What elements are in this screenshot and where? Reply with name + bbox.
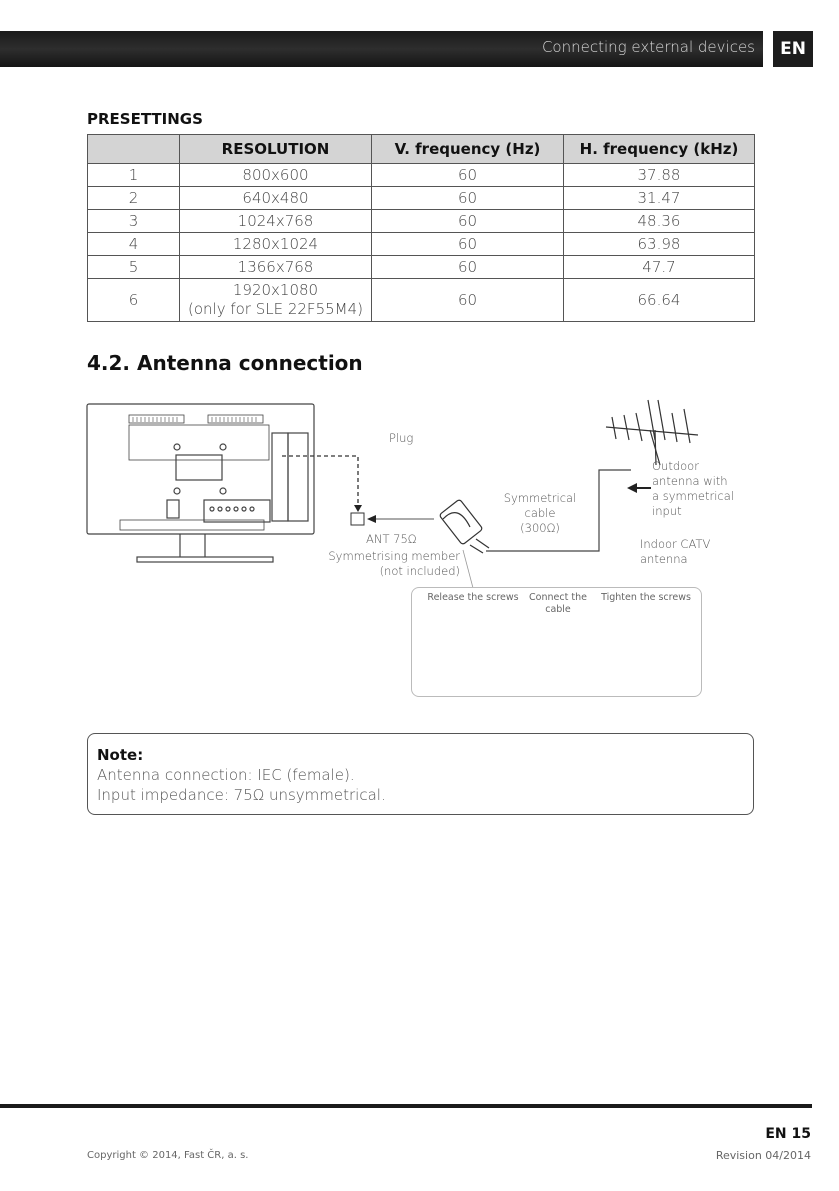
presettings-table — [87, 134, 755, 322]
v-frequency-cell: 60 — [372, 210, 564, 233]
table-row — [88, 256, 755, 279]
outdoor-line1: Outdoor — [652, 459, 699, 473]
table-header-row — [88, 135, 755, 164]
antenna-section-title: 4.2. Antenna connection — [87, 351, 363, 375]
symmetrical-cable-label — [490, 491, 590, 536]
h-frequency-cell: 66.64 — [564, 279, 755, 322]
resolution-cell: 1280x1024 — [180, 233, 372, 256]
table-row — [88, 187, 755, 210]
language-badge: EN — [773, 31, 813, 67]
column-header — [88, 135, 180, 164]
indoor-line2: antenna — [640, 552, 688, 566]
plug-connection-line — [282, 456, 358, 507]
row-number: 1 — [88, 164, 180, 187]
indoor-antenna-label — [640, 537, 710, 567]
tighten-screws-label: Tighten the screws — [601, 592, 691, 603]
header-title: Connecting external devices — [541, 38, 755, 56]
v-frequency-cell: 60 — [372, 187, 564, 210]
note-line-2: Input impedance: 75Ω unsymmetrical. — [97, 786, 386, 804]
column-header: H. frequency (kHz) — [564, 135, 755, 164]
row-number: 2 — [88, 187, 180, 210]
resolution-cell — [180, 279, 372, 322]
h-frequency-cell: 37.88 — [564, 164, 755, 187]
tv-back-illustration — [87, 404, 314, 562]
table-row — [88, 279, 755, 322]
copyright-text: Copyright © 2014, Fast ČR, a. s. — [87, 1150, 249, 1161]
table-row — [88, 164, 755, 187]
connect-cable-label — [520, 592, 596, 616]
footer-divider — [0, 1104, 812, 1108]
v-frequency-cell: 60 — [372, 256, 564, 279]
outdoor-line2: antenna with — [652, 474, 728, 488]
outdoor-line3: a symmetrical — [652, 489, 734, 503]
note-box — [87, 733, 754, 815]
h-frequency-cell: 47.7 — [564, 256, 755, 279]
outdoor-line4: input — [652, 504, 682, 518]
ant-socket-icon — [351, 513, 364, 525]
resolution-cell: 1024x768 — [180, 210, 372, 233]
row-number: 5 — [88, 256, 180, 279]
sym-cable-line2: cable — [524, 506, 556, 520]
revision-text: Revision 04/2014 — [715, 1149, 811, 1162]
presettings-title: PRESETTINGS — [87, 110, 203, 128]
connect-line2: cable — [545, 604, 571, 615]
row-number: 3 — [88, 210, 180, 233]
resolution-cell: 800x600 — [180, 164, 372, 187]
resolution-note: (only for SLE 22F55M4) — [187, 300, 363, 318]
column-header: V. frequency (Hz) — [372, 135, 564, 164]
arrow-down-icon — [354, 505, 362, 512]
symmetrising-member-illustration — [439, 499, 489, 553]
v-frequency-cell: 60 — [372, 279, 564, 322]
sym-cable-line3: (300Ω) — [520, 521, 560, 535]
h-frequency-cell: 48.36 — [564, 210, 755, 233]
symmetrising-label — [300, 549, 460, 579]
sym-cable-line1: Symmetrical — [503, 491, 577, 505]
note-line-1: Antenna connection: IEC (female). — [97, 766, 355, 784]
h-frequency-cell: 31.47 — [564, 187, 755, 210]
symmetrising-label-line1: Symmetrising member — [328, 549, 460, 563]
note-title: Note: — [97, 746, 144, 764]
v-frequency-cell: 60 — [372, 233, 564, 256]
indoor-line1: Indoor CATV — [640, 537, 711, 551]
outdoor-antenna-label — [652, 459, 734, 519]
arrow-left-icon — [367, 515, 376, 523]
resolution-value: 1920x1080 — [232, 281, 319, 299]
connect-line1: Connect the — [529, 592, 587, 603]
ant-75-label: ANT 75Ω — [366, 532, 417, 546]
table-row — [88, 233, 755, 256]
plug-label: Plug — [389, 431, 414, 445]
row-number: 4 — [88, 233, 180, 256]
resolution-cell: 640x480 — [180, 187, 372, 210]
release-screws-label: Release the screws — [427, 592, 519, 603]
outdoor-antenna-illustration — [606, 400, 698, 465]
symmetrising-label-line2: (not included) — [379, 564, 460, 578]
arrow-left-icon — [627, 483, 637, 493]
header-bar — [0, 31, 763, 67]
v-frequency-cell: 60 — [372, 164, 564, 187]
column-header: RESOLUTION — [180, 135, 372, 164]
page-number: EN 15 — [765, 1126, 811, 1142]
h-frequency-cell: 63.98 — [564, 233, 755, 256]
table-row — [88, 210, 755, 233]
resolution-cell: 1366x768 — [180, 256, 372, 279]
row-number: 6 — [88, 279, 180, 322]
